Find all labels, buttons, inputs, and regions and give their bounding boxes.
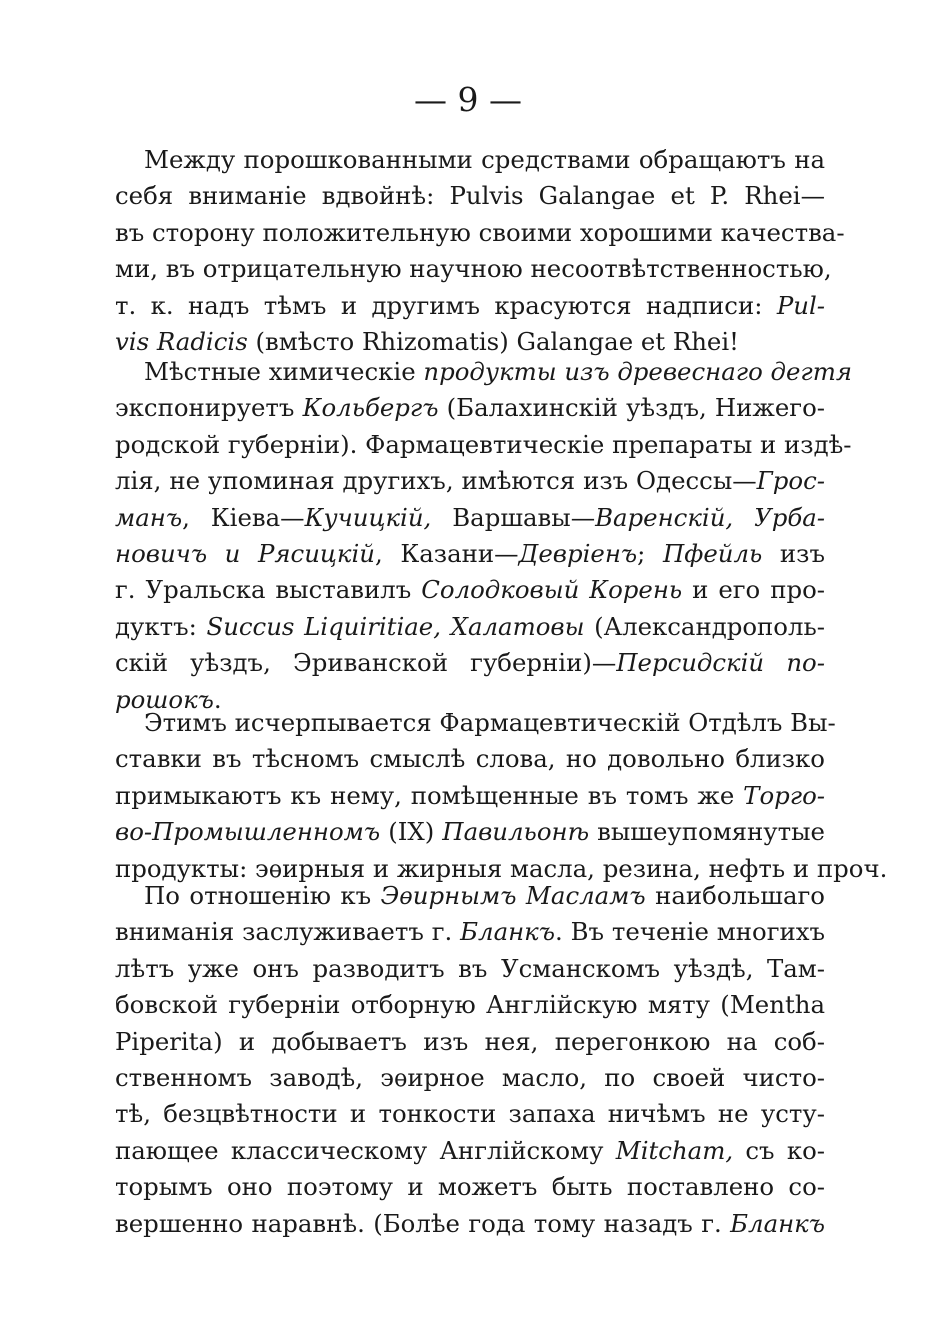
text-segment: Варшавы—: [431, 502, 596, 532]
text-line: [115, 1169, 825, 1205]
text-segment: Мѣстные химическіе: [144, 357, 424, 386]
paragraph-3: [115, 705, 888, 887]
italic-text: Пфейль: [662, 538, 763, 568]
italic-text: рошокъ: [115, 684, 214, 714]
text-segment: Этимъ исчерпывается Фармацевтическій Отдѣлъ Вы-: [144, 708, 836, 737]
paragraph-2: [115, 354, 853, 718]
text-line: [115, 288, 825, 324]
italic-text: Кольбергъ: [302, 393, 439, 423]
text-segment: вниманія заслуживаетъ г.: [115, 917, 461, 947]
text-line: [115, 987, 825, 1023]
text-line: [115, 705, 836, 741]
italic-text: новичъ и Рясицкій: [115, 538, 375, 568]
italic-text: Mitcham,: [615, 1135, 734, 1165]
text-segment: экспонируетъ: [115, 393, 303, 423]
text-segment: , Кіева—: [182, 502, 305, 532]
text-segment: бовской губерніи отборную Англійскую мяту (Mentha: [115, 990, 825, 1020]
italic-text: манъ: [115, 502, 183, 532]
text-segment: .: [213, 684, 222, 714]
text-line: [115, 500, 825, 536]
text-line: [115, 951, 825, 987]
italic-text: Павильонѣ: [442, 817, 590, 847]
text-segment: По отношенію къ: [144, 881, 381, 910]
text-line: [115, 390, 825, 426]
italic-text: Бланкъ: [730, 1208, 825, 1238]
text-line: [115, 463, 825, 499]
text-segment: и его про-: [682, 575, 825, 605]
text-segment: , Казани—: [375, 538, 519, 568]
text-segment: въ сторону положительную своими хорошими качества-: [115, 217, 845, 247]
text-line: [115, 1024, 825, 1060]
text-line: [115, 215, 845, 251]
page-number: — 9 —: [414, 80, 522, 119]
text-line: [115, 778, 825, 814]
italic-text: Девріенъ: [518, 538, 638, 568]
text-segment: ;: [637, 538, 663, 568]
text-segment: т. к. надъ тѣмъ и другимъ красуются надписи:: [115, 290, 777, 320]
text-segment: (Балахинскій уѣздъ, Нижего-: [438, 393, 826, 423]
text-line: [115, 1133, 825, 1169]
text-segment: на: [785, 145, 825, 174]
text-line: [115, 427, 852, 463]
text-line: [115, 878, 825, 914]
text-segment: тѣ, безцвѣтности и тонкости запаха ничѣмъ не усту-: [115, 1099, 825, 1129]
text-segment: родской губерніи). Фармацевтическіе препараты и издѣ-: [115, 429, 852, 459]
text-line: [115, 645, 825, 681]
text-segment: г. Уральска выставилъ: [115, 575, 422, 605]
italic-text: Солодковый Корень: [421, 575, 683, 605]
text-segment: вышеупомянутые: [589, 817, 825, 847]
text-segment: (Александрополь-: [584, 611, 825, 641]
italic-text: Succus Liquiritiae, Халатовы: [206, 611, 585, 641]
text-segment: (вмѣсто Rhizomatis) Galangae et Rhei!: [247, 326, 739, 356]
italic-text: во-Промышленномъ: [115, 817, 381, 847]
text-line: [115, 609, 825, 645]
italic-text: Персидскій по-: [616, 648, 825, 678]
italic-text: Pul-: [776, 290, 825, 320]
text-segment: (IX): [380, 817, 443, 847]
paragraph-1: [115, 142, 845, 360]
italic-text: Торго-: [743, 780, 825, 810]
text-segment: ъ: [770, 145, 786, 174]
text-segment: вершенно наравнѣ. (Болѣе года тому назадъ г.: [115, 1208, 731, 1238]
text-line: [115, 914, 825, 950]
text-line: [115, 142, 825, 178]
text-segment: себя вниманіе вдвойнѣ: Pulvis Galangae et P. Rhei—: [115, 181, 825, 211]
text-segment: . Въ теченіе многихъ: [555, 917, 825, 947]
text-line: [115, 1096, 825, 1132]
text-segment: ставки въ тѣсномъ смыслѣ слова, но довольно близко: [115, 744, 825, 774]
text-segment: скій уѣздъ, Эриванской губерніи)—: [115, 648, 617, 678]
italic-text: Кучицкій,: [304, 502, 432, 532]
text-line: [115, 814, 825, 850]
text-segment: Piperita) и добываетъ изъ нея, перегонкою на соб-: [115, 1026, 825, 1056]
text-line: [115, 741, 825, 777]
text-segment: продукты: эѳирныя и жирныя масла, резина, нефть и проч.: [115, 853, 888, 883]
text-segment: пающее классическому Англійскому: [115, 1135, 616, 1165]
text-line: [115, 1060, 825, 1096]
text-segment: торымъ оно поэтому и можетъ быть поставлено со-: [115, 1172, 825, 1202]
text-segment: Между порошкованными средствами обращают: [144, 145, 771, 174]
italic-text: Бланкъ: [460, 917, 555, 947]
text-line: [115, 536, 825, 572]
italic-text: vis Radicis: [115, 326, 248, 356]
italic-text: Эѳирнымъ Масламъ: [380, 881, 646, 910]
italic-text: Варенскій, Урба-: [595, 502, 825, 532]
text-line: [115, 354, 853, 390]
text-line: [115, 251, 832, 287]
text-segment: ственномъ заводѣ, эѳирное масло, по своей чисто-: [115, 1062, 825, 1092]
text-segment: лія, не упоминая другихъ, имѣются изъ Одессы—: [115, 466, 757, 496]
italic-text: Грос-: [756, 466, 825, 496]
text-segment: изъ: [762, 538, 825, 568]
text-line: [115, 572, 825, 608]
text-segment: лѣтъ уже онъ разводитъ въ Усманскомъ уѣздѣ, Там-: [115, 953, 825, 983]
text-segment: ми, въ отрицательную научною несоотвѣтственностью,: [115, 254, 832, 284]
text-segment: примыкаютъ къ нему, помѣщенные въ томъ же: [115, 780, 744, 810]
text-line: [115, 1206, 825, 1242]
italic-text: продукты изъ древеснаго дегтя: [423, 357, 853, 386]
text-segment: наибольшаго: [645, 881, 825, 910]
text-line: [115, 178, 825, 214]
paragraph-4: [115, 878, 825, 1242]
text-segment: съ ко-: [733, 1135, 825, 1165]
text-segment: дуктъ:: [115, 611, 207, 641]
